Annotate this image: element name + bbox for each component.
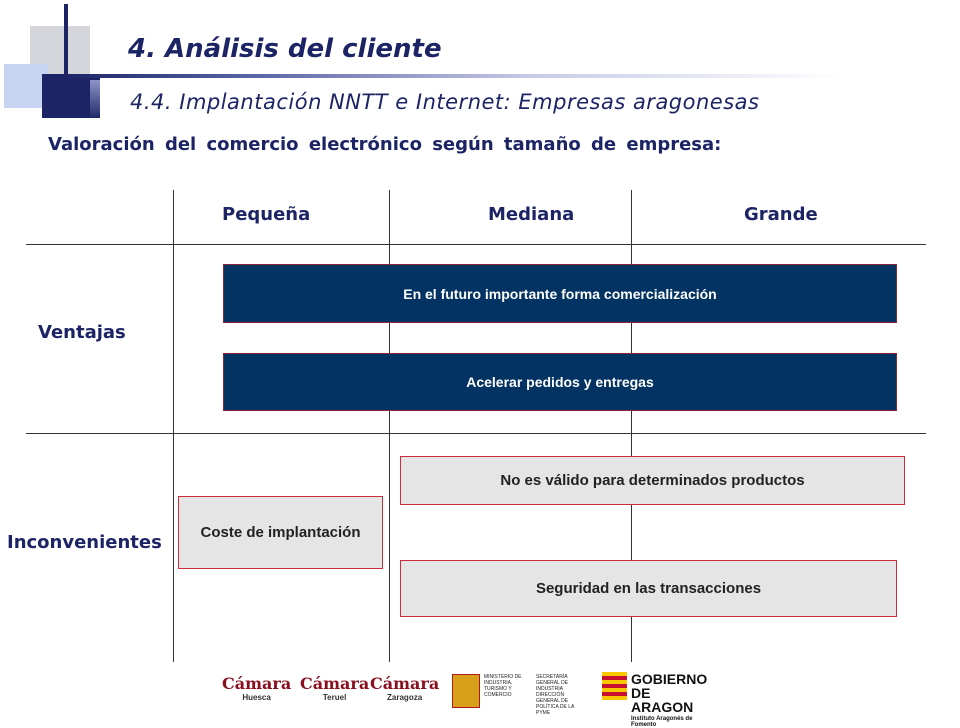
slide-title: 4. Análisis del cliente (128, 34, 442, 64)
column-header-pequena: Pequeña (222, 204, 311, 225)
row-header-inconvenientes: Inconvenientes (7, 532, 162, 553)
section-heading: Valoración del comercio electrónico según tamaño de empresa: (48, 134, 722, 155)
row-header-ventajas: Ventajas (38, 322, 126, 343)
slide-subtitle: 4.4. Implantación NNTT e Internet: Empresas aragonesas (130, 90, 760, 114)
sponsor-logos (216, 668, 716, 728)
deco-horizontal-line (64, 74, 844, 78)
grid-line-col-2 (389, 190, 390, 662)
logo-gobierno-aragon: GOBIERNO DE ARAGON Instituto Aragonés de Fomento (602, 672, 716, 728)
column-header-grande: Grande (744, 204, 818, 225)
grid-line-header (26, 244, 926, 245)
inconveniente-box-not-valid-products: No es válido para determinados productos (400, 456, 905, 505)
deco-fade (90, 80, 100, 120)
deco-vertical-line (64, 4, 68, 116)
ventaja-box-future-commerce: En el futuro importante forma comercialización (223, 264, 897, 323)
grid-line-row-divider (26, 433, 926, 434)
logo-camara-teruel: Cámara Teruel (300, 674, 370, 702)
inconveniente-box-transaction-security: Seguridad en las transacciones (400, 560, 897, 617)
column-header-mediana: Mediana (488, 204, 575, 225)
aragon-flag-icon (602, 672, 627, 700)
grid-line-col-1 (173, 190, 174, 662)
logo-ministerio: MINISTERIO DE INDUSTRIA, TURISMO Y COMERCIO SECRETARÍA GENERAL DE INDUSTRIA DIRECCIÓN GENERAL DE POLÍTICA DE LA PYME (452, 674, 586, 708)
inconveniente-box-implementation-cost: Coste de implantación (178, 496, 383, 569)
logo-camara-zaragoza: Cámara Zaragoza (370, 674, 440, 702)
logo-camara-huesca: Cámara Huesca (222, 674, 292, 702)
spain-crest-icon (452, 674, 480, 708)
ventaja-box-faster-orders: Acelerar pedidos y entregas (223, 353, 897, 411)
